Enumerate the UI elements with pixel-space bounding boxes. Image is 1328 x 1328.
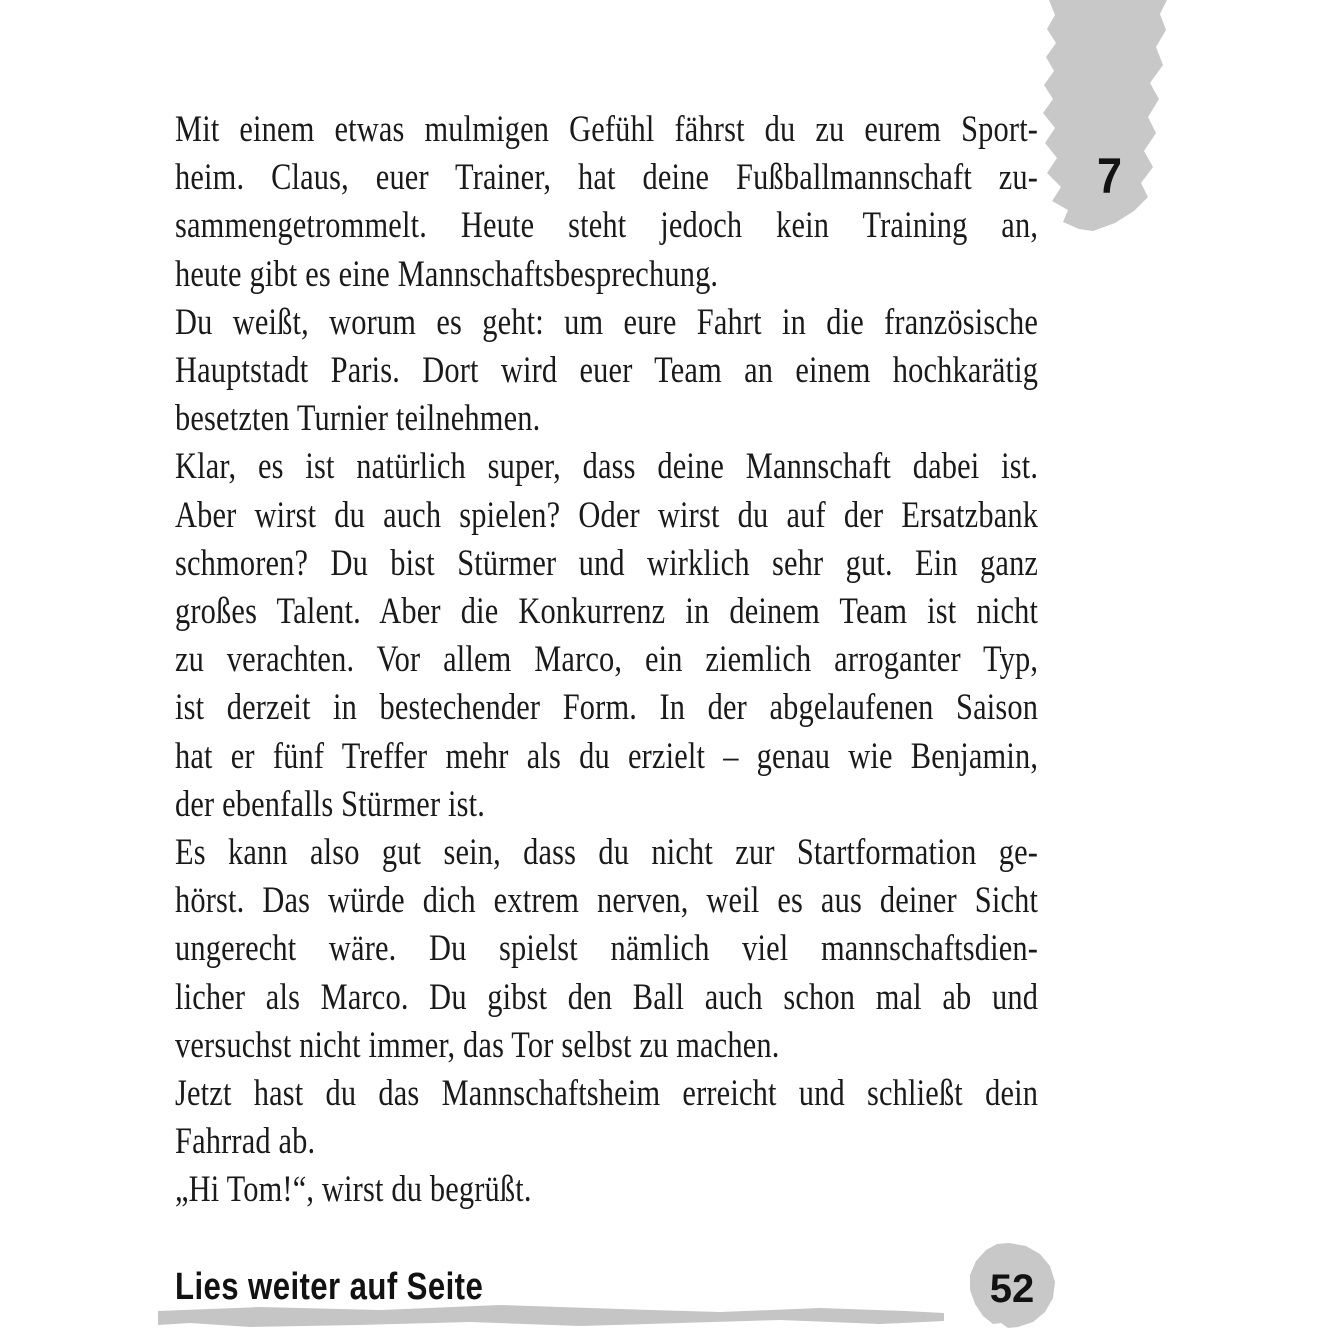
- body-text-line: sammengetrommelt. Heute steht jedoch kein Training an,: [175, 205, 1039, 247]
- body-text-line: ist derzeit in bestechender Form. In der abgelaufenen Saison: [175, 687, 1039, 729]
- body-text-line: Klar, es ist natürlich super, dass deine Mannschaft dabei ist.: [175, 446, 1039, 488]
- continue-reading-label: Lies weiter auf Seite: [175, 1266, 484, 1308]
- body-text: [175, 106, 1038, 1215]
- body-text-line: Mit einem etwas mulmigen Gefühl fährst du zu eurem Sport-: [175, 109, 1039, 150]
- section-number: 7: [1097, 148, 1123, 204]
- body-text-line: Fahrrad ab.: [175, 1121, 316, 1163]
- body-text-line: ungerecht wäre. Du spielst nämlich viel mannschaftsdien-: [175, 928, 1039, 970]
- body-text-line: Hauptstadt Paris. Dort wird euer Team an einem hochkarätig: [175, 350, 1039, 392]
- body-text-line: der ebenfalls Stürmer ist.: [175, 783, 486, 825]
- body-text-line: besetzten Turnier teilnehmen.: [175, 398, 541, 440]
- target-page-number: 52: [989, 1267, 1035, 1311]
- body-text-line: Aber wirst du auch spielen? Oder wirst du auf der Ersatzbank: [175, 494, 1039, 536]
- body-text-line: heim. Claus, euer Trainer, hat deine Fußballmannschaft zu-: [175, 157, 1039, 199]
- body-text-line: „Hi Tom!“, wirst du begrüßt.: [175, 1169, 532, 1211]
- body-text-line: hat er fünf Treffer mehr als du erzielt – genau wie Benjamin,: [175, 735, 1039, 777]
- body-text-line: Du weißt, worum es geht: um eure Fahrt in die französische: [175, 301, 1039, 343]
- body-text-line: heute gibt es eine Mannschaftsbesprechung.: [175, 253, 719, 295]
- body-text-line: hörst. Das würde dich extrem nerven, weil es aus deiner Sicht: [175, 880, 1039, 922]
- body-text-line: schmoren? Du bist Stürmer und wirklich sehr gut. Ein ganz: [175, 542, 1039, 584]
- body-text-line: großes Talent. Aber die Konkurrenz in deinem Team ist nicht: [175, 591, 1039, 633]
- body-text-line: versuchst nicht immer, das Tor selbst zu machen.: [175, 1024, 780, 1066]
- body-text-line: Es kann also gut sein, dass du nicht zur Startformation ge-: [175, 832, 1039, 874]
- body-text-line: Jetzt hast du das Mannschaftsheim erreicht und schließt dein: [175, 1073, 1039, 1115]
- body-text-line: licher als Marco. Du gibst den Ball auch schon mal ab und: [175, 976, 1039, 1018]
- body-text-line: zu verachten. Vor allem Marco, ein ziemlich arroganter Typ,: [175, 639, 1039, 681]
- footer-brush-stroke: [158, 1305, 944, 1327]
